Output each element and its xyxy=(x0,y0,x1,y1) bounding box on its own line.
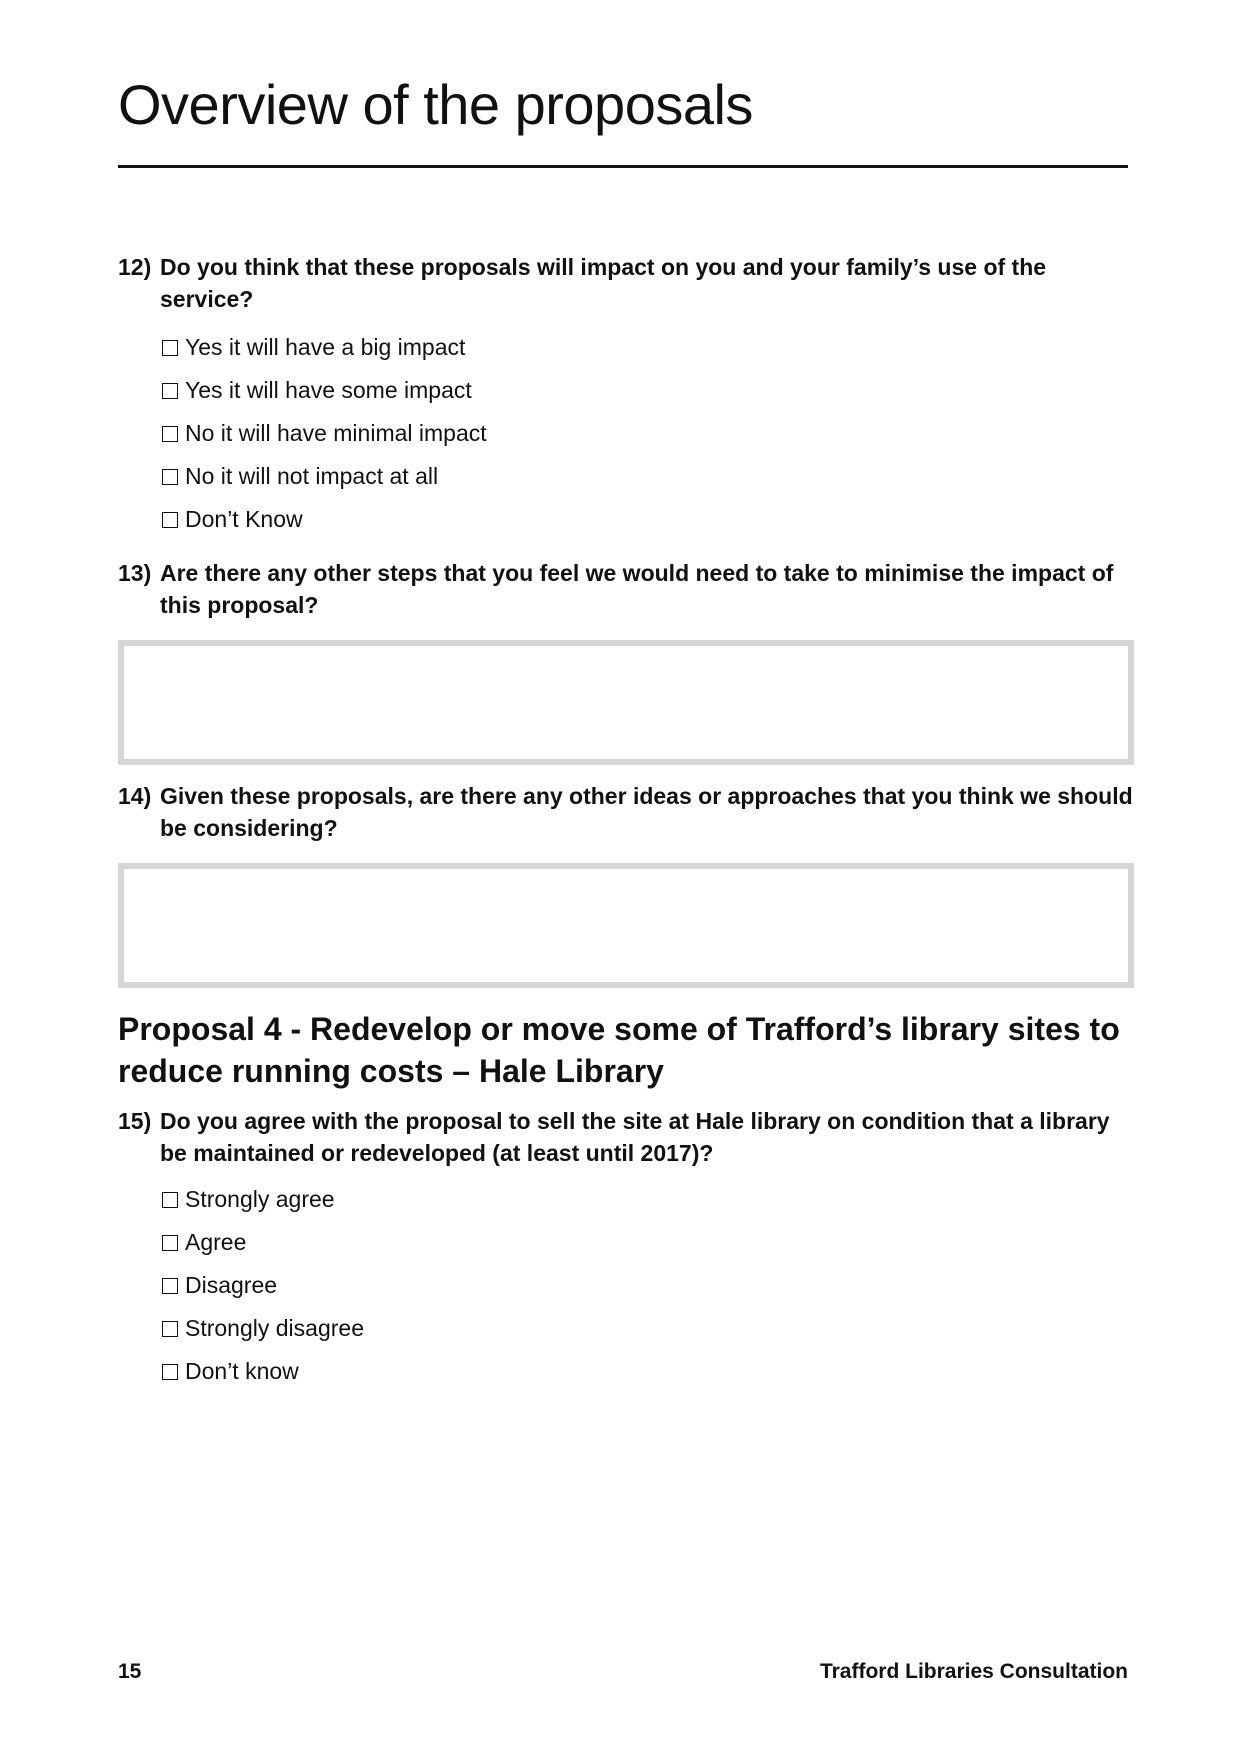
option-minimal-impact[interactable] xyxy=(162,412,487,455)
question-text: Do you agree with the proposal to sell the site at Hale library on condition that a library be maintained or redeveloped (at least until 2017)? xyxy=(160,1108,1110,1166)
question-15-options xyxy=(162,1178,364,1393)
answer-box-13[interactable] xyxy=(118,640,1134,765)
option-no-impact[interactable] xyxy=(162,455,487,498)
option-label: No it will not impact at all xyxy=(185,463,439,489)
footer-title: Trafford Libraries Consultation xyxy=(819,1660,1128,1683)
checkbox[interactable] xyxy=(162,1364,178,1380)
question-15 xyxy=(118,1105,1133,1169)
option-dont-know[interactable] xyxy=(162,1350,364,1393)
option-label: Agree xyxy=(185,1229,247,1255)
checkbox[interactable] xyxy=(162,1235,178,1251)
checkbox[interactable] xyxy=(162,1321,178,1337)
option-label: Strongly agree xyxy=(185,1186,335,1212)
question-14 xyxy=(118,780,1133,844)
option-disagree[interactable] xyxy=(162,1264,364,1307)
option-label: Yes it will have some impact xyxy=(185,377,472,403)
question-text: Do you think that these proposals will impact on you and your family’s use of the service? xyxy=(160,254,1047,312)
option-label: Disagree xyxy=(185,1272,278,1298)
checkbox[interactable] xyxy=(162,469,178,485)
option-label: Strongly disagree xyxy=(185,1315,364,1341)
option-strongly-disagree[interactable] xyxy=(162,1307,364,1350)
option-big-impact[interactable] xyxy=(162,326,487,369)
option-label: Don’t know xyxy=(185,1358,299,1384)
question-text: Given these proposals, are there any other ideas or approaches that you think we should be considering? xyxy=(160,783,1133,841)
title-divider xyxy=(118,165,1128,168)
page-title: Overview of the proposals xyxy=(118,73,753,136)
checkbox[interactable] xyxy=(162,512,178,528)
checkbox[interactable] xyxy=(162,340,178,356)
checkbox[interactable] xyxy=(162,1278,178,1294)
question-13 xyxy=(118,557,1133,621)
option-some-impact[interactable] xyxy=(162,369,487,412)
option-label: No it will have minimal impact xyxy=(185,420,487,446)
question-number: 12) xyxy=(118,254,152,280)
checkbox[interactable] xyxy=(162,1192,178,1208)
proposal-4-heading: Proposal 4 - Redevelop or move some of Trafford’s library sites to reduce running costs – Hale Library xyxy=(118,1011,1120,1089)
checkbox[interactable] xyxy=(162,426,178,442)
option-agree[interactable] xyxy=(162,1221,364,1264)
question-12 xyxy=(118,251,1133,315)
question-12-options xyxy=(162,326,487,541)
option-label: Don’t Know xyxy=(185,506,303,532)
answer-box-14[interactable] xyxy=(118,863,1134,988)
option-dont-know[interactable] xyxy=(162,498,487,541)
question-number: 14) xyxy=(118,783,152,809)
checkbox[interactable] xyxy=(162,383,178,399)
page-number: 15 xyxy=(118,1660,142,1683)
question-text: Are there any other steps that you feel we would need to take to minimise the impact of this proposal? xyxy=(160,560,1114,618)
option-label: Yes it will have a big impact xyxy=(185,334,466,360)
question-number: 15) xyxy=(118,1108,152,1134)
question-number: 13) xyxy=(118,560,152,586)
option-strongly-agree[interactable] xyxy=(162,1178,364,1221)
